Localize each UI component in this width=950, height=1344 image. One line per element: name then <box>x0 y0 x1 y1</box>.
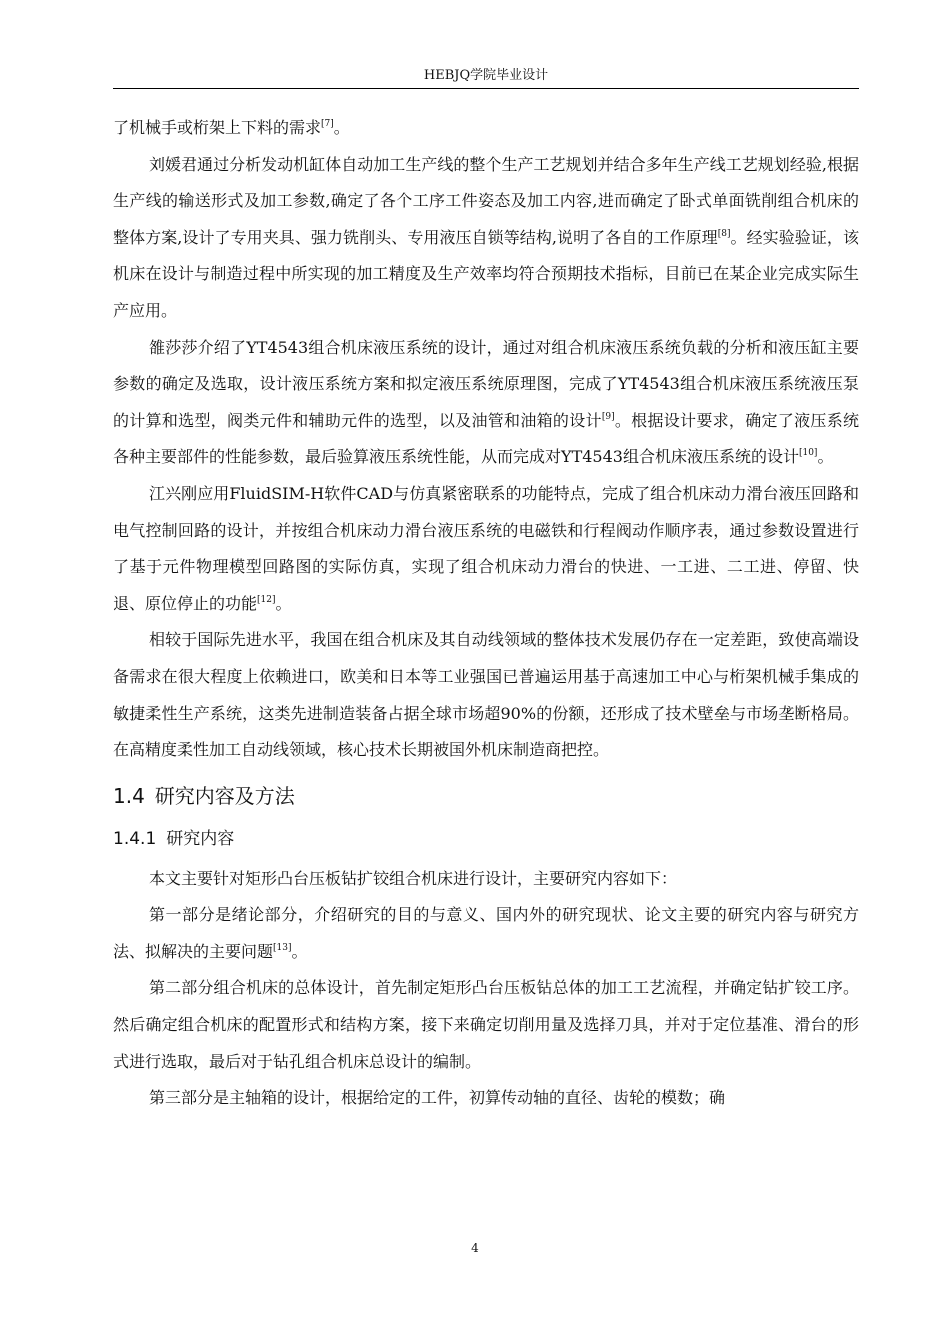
paragraph: 江兴刚应用FluidSIM-H软件CAD与仿真紧密联系的功能特点，完成了组合机床动力滑台液压回路和电气控制回路的设计，并按组合机床动力滑台液压系统的电磁铁和行程阀动作顺序表，通过参数设置进行了基于元件物理模型回路图的实际仿真，实现了组合机床动力滑台的快进、一工进、二工进、停留、快退、原位停止的功能[12]。 <box>113 483 859 613</box>
subsection-title: 研究内容 <box>166 828 235 849</box>
section-heading <box>113 781 859 811</box>
subsection-number: 1.4.1 <box>113 828 157 849</box>
paragraph: 第二部分组合机床的总体设计，首先制定矩形凸台压板钻总体的加工工艺流程，并确定钻扩铰工序。然后确定组合机床的配置形式和结构方案，接下来确定切削用量及选择刀具，并对于定位基准、滑台的形式进行选取，最后对于钻孔组合机床总设计的编制。 <box>113 978 859 1071</box>
paragraph: 刘媛君通过分析发动机缸体自动加工生产线的整个生产工艺规划并结合多年生产线工艺规划经验,根据生产线的输送形式及加工参数,确定了各个工序工件姿态及加工内容,进而确定了卧式单面铣削组合机床的整体方案,设计了专用夹具、强力铣削头、专用液压自锁等结构,说明了各自的工作原理[8]。经实验验证，该机床在设计与制造过程中所实现的加工精度及生产效率均符合预期技术指标，目前已在某企业完成实际生产应用。 <box>113 154 859 320</box>
citation: [7] <box>321 119 334 129</box>
paragraph: 相较于国际先进水平，我国在组合机床及其自动线领域的整体技术发展仍存在一定差距，致使高端设备需求在很大程度上依赖进口，欧美和日本等工业强国已普遍运用基于高速加工中心与桁架机械手集成的敏捷柔性生产系统，这类先进制造装备占据全球市场超90%的份额，还形成了技术壁垒与市场垄断格局。在高精度柔性加工自动线领域，核心技术长期被国外机床制造商把控。 <box>113 630 859 760</box>
citation: [9] <box>601 411 615 422</box>
section-number: 1.4 <box>113 783 145 808</box>
subsection-heading <box>113 825 859 853</box>
citation: [13] <box>273 942 292 953</box>
page-number: 4 <box>471 1241 479 1255</box>
paragraph: 本文主要针对矩形凸台压板钻扩铰组合机床进行设计，主要研究内容如下： <box>149 868 678 888</box>
page-header: HEBJQ学院毕业设计 <box>423 68 549 83</box>
paragraph: 第一部分是绪论部分，介绍研究的目的与意义、国内外的研究现状、论文主要的研究内容与研究方法、拟解决的主要问题[13]。 <box>113 905 859 961</box>
citation: [12] <box>257 594 276 605</box>
section-title: 研究内容及方法 <box>154 783 295 808</box>
paragraph: 雒莎莎介绍了YT4543组合机床液压系统的设计，通过对组合机床液压系统负载的分析和液压缸主要参数的确定及选取，设计液压系统方案和拟定液压系统原理图，完成了YT4543组合机床液压系统液压泵的计算和选型，阀类元件和辅助元件的选型，以及油管和油箱的设计[9]。根据设计要求，确定了液压系统各种主要部件的性能参数，最后验算液压系统性能，从而完成对YT4543组合机床液压系统的设计[10]。 <box>113 337 859 467</box>
paragraph: 第三部分是主轴箱的设计，根据给定的工件，初算传动轴的直径、齿轮的模数；确 <box>149 1088 726 1108</box>
header-rule <box>113 88 859 89</box>
paragraph: 了机械手或桁架上下料的需求[7]。 <box>113 118 350 137</box>
citation: [10] <box>798 448 818 459</box>
citation: [8] <box>717 228 731 239</box>
document-body <box>113 110 859 1117</box>
